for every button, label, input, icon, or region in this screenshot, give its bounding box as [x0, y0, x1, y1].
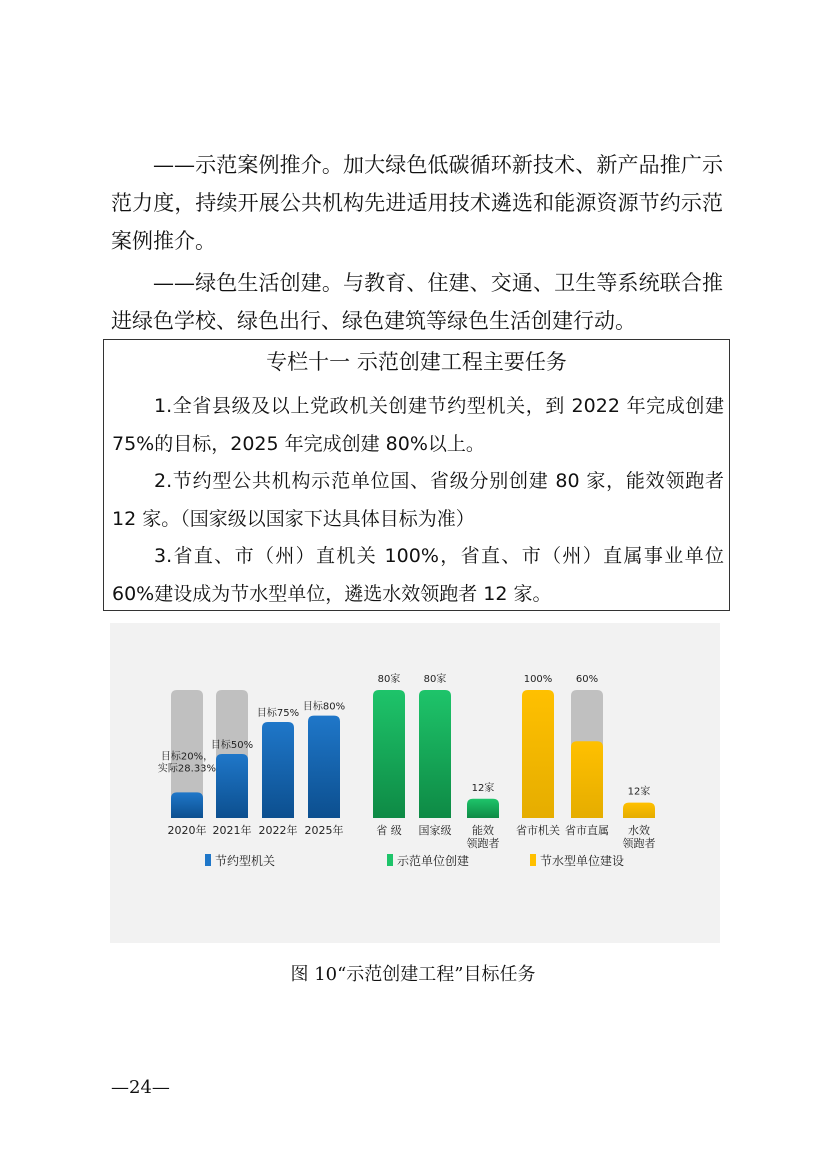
category-label: 领跑者 [622, 837, 656, 850]
data-label: 100% [523, 674, 553, 685]
data-label: 实际28.33% [157, 763, 217, 775]
data-bar [216, 754, 248, 818]
target-tasks-chart [110, 623, 720, 943]
category-label: 2021年 [212, 824, 252, 837]
data-bar [623, 803, 655, 818]
legend-label: 节水型单位建设 [540, 854, 625, 868]
data-bar [522, 690, 554, 818]
data-label: 目标75% [256, 708, 300, 719]
legend-swatch [205, 854, 211, 866]
column-box-item: 2.节约型公共机构示范单位国、省级分别创建 80 家，能效领跑者 12 家。（国家级以国家下达具体目标为准） [112, 470, 724, 530]
data-bar [308, 716, 340, 818]
paragraph-case-promotion: ——示范案例推介。加大绿色低碳循环新技术、新产品推广示范力度，持续开展公共机构先进适用技术遴选和能源资源节约示范案例推介。 [111, 153, 723, 253]
category-label: 领跑者 [466, 837, 500, 850]
column-box [103, 339, 730, 611]
column-box-item: 3.省直、市（州）直机关 100%，省直、市（州）直属事业单位 60%建设成为节水型单位，遴选水效领跑者 12 家。 [112, 545, 724, 605]
paragraph-green-life: ——绿色生活创建。与教育、住建、交通、卫生等系统联合推进绿色学校、绿色出行、绿色建筑等绿色生活创建行动。 [111, 271, 723, 333]
page-number: —24— [111, 1077, 170, 1098]
category-label: 2022年 [258, 824, 298, 837]
category-label: 2020年 [167, 824, 207, 837]
data-label: 80家 [423, 674, 447, 685]
data-label: 目标50% [210, 740, 254, 751]
data-bar [373, 690, 405, 818]
legend-swatch [530, 854, 536, 866]
column-box-item: 1.全省县级及以上党政机关创建节约型机关，到 2022 年完成创建 75%的目标，2025 年完成创建 80%以上。 [112, 395, 724, 455]
legend-swatch [387, 854, 393, 866]
data-bar [262, 722, 294, 818]
figure-caption: 图 10“示范创建工程”目标任务 [290, 964, 536, 985]
data-label: 80家 [377, 674, 401, 685]
legend-label: 节约型机关 [215, 854, 276, 868]
data-label: 目标80% [302, 701, 346, 713]
category-label: 2025年 [304, 824, 344, 837]
legend-label: 示范单位创建 [397, 854, 470, 868]
column-box-title: 专栏十一 示范创建工程主要任务 [266, 350, 567, 374]
category-label: 省市直属 [565, 824, 609, 837]
category-label: 省 级 [376, 824, 402, 837]
data-bar [171, 792, 203, 818]
data-label: 12家 [471, 782, 495, 794]
data-bar [419, 690, 451, 818]
data-label: 60% [575, 674, 599, 685]
category-label: 能效 [472, 824, 494, 837]
category-label: 国家级 [418, 824, 452, 837]
data-bar [467, 799, 499, 818]
category-label: 省市机关 [516, 824, 560, 837]
category-label: 水效 [628, 824, 650, 837]
data-label: 目标20%， [160, 751, 214, 763]
chart-svg [110, 623, 720, 943]
data-label: 12家 [627, 786, 651, 798]
data-bar [571, 741, 603, 818]
